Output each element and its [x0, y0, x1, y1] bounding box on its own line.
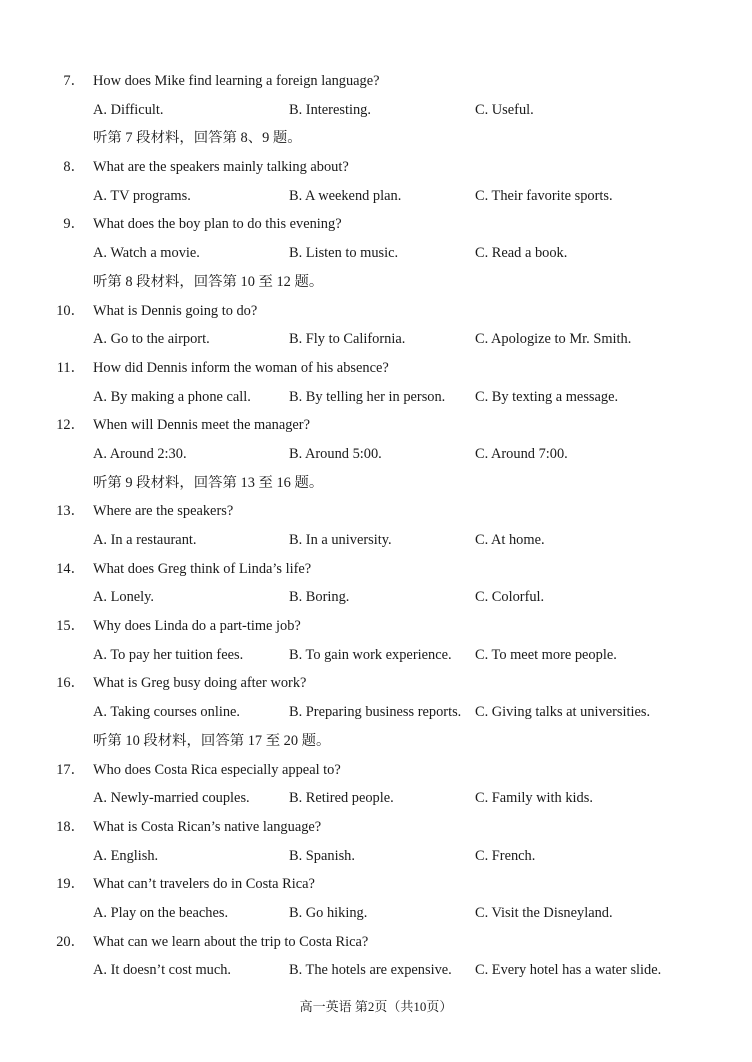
- option-b: B. Interesting.: [289, 101, 371, 118]
- options-row: [0, 641, 752, 670]
- question-text: Who does Costa Rica especially appeal to?: [93, 761, 341, 778]
- question-row: [0, 411, 752, 440]
- question-number: 8．: [63, 159, 85, 176]
- section-instruction-row: [0, 268, 752, 297]
- option-c: C. Visit the Disneyland.: [475, 904, 613, 921]
- options-row: [0, 182, 752, 211]
- question-number: 17．: [56, 761, 85, 778]
- question-row: [0, 354, 752, 383]
- question-row: [0, 756, 752, 785]
- question-number: 9．: [63, 216, 85, 233]
- options-row: [0, 96, 752, 125]
- option-a: A. It doesn’t cost much.: [93, 962, 232, 979]
- option-b: B. By telling her in person.: [289, 388, 446, 405]
- section-instruction: 听第 7 段材料，回答第 8、9 题。: [93, 130, 302, 147]
- question-text: What can we learn about the trip to Costa Rica?: [93, 933, 369, 950]
- option-b: B. Boring.: [289, 589, 350, 606]
- question-number: 16．: [56, 675, 85, 692]
- option-a: A. Newly-married couples.: [93, 790, 250, 807]
- question-number: 11．: [56, 359, 85, 376]
- option-a: A. Lonely.: [93, 589, 155, 606]
- option-b: B. Go hiking.: [289, 904, 368, 921]
- question-number: 18．: [56, 818, 85, 835]
- option-b: B. Preparing business reports.: [289, 704, 462, 721]
- option-b: B. Spanish.: [289, 847, 355, 864]
- option-b: B. A weekend plan.: [289, 187, 402, 204]
- question-text: What are the speakers mainly talking about?: [93, 159, 349, 176]
- question-row: [0, 813, 752, 842]
- option-a: A. By making a phone call.: [93, 388, 251, 405]
- option-a: A. In a restaurant.: [93, 532, 197, 548]
- question-row: [0, 153, 752, 182]
- options-row: [0, 440, 752, 469]
- question-text: What does Greg think of Linda’s life?: [93, 560, 312, 577]
- page-footer: 高一英语 第2页（共10页）: [299, 999, 453, 1014]
- option-a: A. English.: [93, 847, 159, 864]
- options-row: [0, 239, 752, 268]
- question-row: [0, 297, 752, 326]
- section-instruction: 听第 10 段材料，回答第 17 至 20 题。: [93, 732, 331, 749]
- options-row: [0, 325, 752, 354]
- option-a: A. To pay her tuition fees.: [93, 646, 244, 663]
- option-a: A. Taking courses online.: [93, 704, 241, 721]
- option-c: C. Around 7:00.: [475, 445, 568, 462]
- option-b: B. Fly to California.: [289, 331, 406, 348]
- exam-page-content: [0, 67, 752, 985]
- section-instruction-row: [0, 727, 752, 756]
- option-c: C. French.: [475, 847, 536, 864]
- question-number: 13．: [56, 503, 85, 520]
- question-text: What is Costa Rican’s native language?: [93, 818, 322, 835]
- option-a: A. TV programs.: [93, 187, 191, 204]
- options-row: [0, 526, 752, 555]
- option-c: C. By texting a message.: [475, 388, 619, 405]
- option-a: A. Watch a movie.: [93, 245, 200, 262]
- question-row: [0, 870, 752, 899]
- options-row: [0, 842, 752, 871]
- options-row: [0, 784, 752, 813]
- question-number: 20．: [56, 933, 85, 950]
- option-c: C. Apologize to Mr. Smith.: [475, 331, 632, 348]
- option-b: B. Listen to music.: [289, 245, 399, 262]
- question-number: 10．: [56, 302, 85, 319]
- section-instruction: 听第 9 段材料，回答第 13 至 16 题。: [93, 474, 324, 491]
- question-row: [0, 497, 752, 526]
- option-a: A. Difficult.: [93, 101, 164, 118]
- question-number: 14．: [56, 560, 85, 577]
- option-c: C. At home.: [475, 532, 545, 548]
- question-text: What is Greg busy doing after work?: [93, 675, 307, 692]
- option-c: C. Family with kids.: [475, 790, 593, 807]
- section-instruction-row: [0, 469, 752, 498]
- question-text: Why does Linda do a part-time job?: [93, 618, 301, 635]
- option-c: C. Every hotel has a water slide.: [475, 962, 662, 979]
- option-c: C. To meet more people.: [475, 646, 617, 663]
- option-a: A. Around 2:30.: [93, 445, 187, 462]
- option-b: B. Retired people.: [289, 790, 394, 807]
- section-instruction: 听第 8 段材料，回答第 10 至 12 题。: [93, 273, 324, 290]
- option-c: C. Useful.: [475, 101, 534, 118]
- option-b: B. Around 5:00.: [289, 445, 382, 462]
- question-number: 7．: [63, 73, 85, 89]
- option-c: C. Read a book.: [475, 245, 568, 262]
- question-number: 19．: [56, 876, 85, 893]
- option-b: B. In a university.: [289, 532, 392, 548]
- option-a: A. Play on the beaches.: [93, 904, 229, 921]
- option-c: C. Colorful.: [475, 589, 545, 606]
- question-text: How did Dennis inform the woman of his absence?: [93, 359, 389, 376]
- question-text: Where are the speakers?: [93, 503, 234, 520]
- question-row: [0, 928, 752, 957]
- question-row: [0, 67, 752, 96]
- options-row: [0, 383, 752, 412]
- options-row: [0, 698, 752, 727]
- option-a: A. Go to the airport.: [93, 331, 210, 348]
- section-instruction-row: [0, 124, 752, 153]
- options-row: [0, 899, 752, 928]
- options-row: [0, 956, 752, 985]
- option-b: B. To gain work experience.: [289, 646, 452, 663]
- options-row: [0, 583, 752, 612]
- question-row: [0, 612, 752, 641]
- option-b: B. The hotels are expensive.: [289, 962, 452, 979]
- question-text: How does Mike find learning a foreign language?: [93, 73, 380, 89]
- question-text: What is Dennis going to do?: [93, 302, 258, 319]
- question-row: [0, 555, 752, 584]
- option-c: C. Giving talks at universities.: [475, 704, 651, 721]
- option-c: C. Their favorite sports.: [475, 187, 613, 204]
- question-row: [0, 669, 752, 698]
- question-text: What can’t travelers do in Costa Rica?: [93, 876, 315, 893]
- question-text: When will Dennis meet the manager?: [93, 417, 310, 434]
- question-row: [0, 210, 752, 239]
- question-number: 15．: [56, 618, 85, 635]
- question-number: 12．: [56, 417, 85, 434]
- question-text: What does the boy plan to do this evening?: [93, 216, 342, 233]
